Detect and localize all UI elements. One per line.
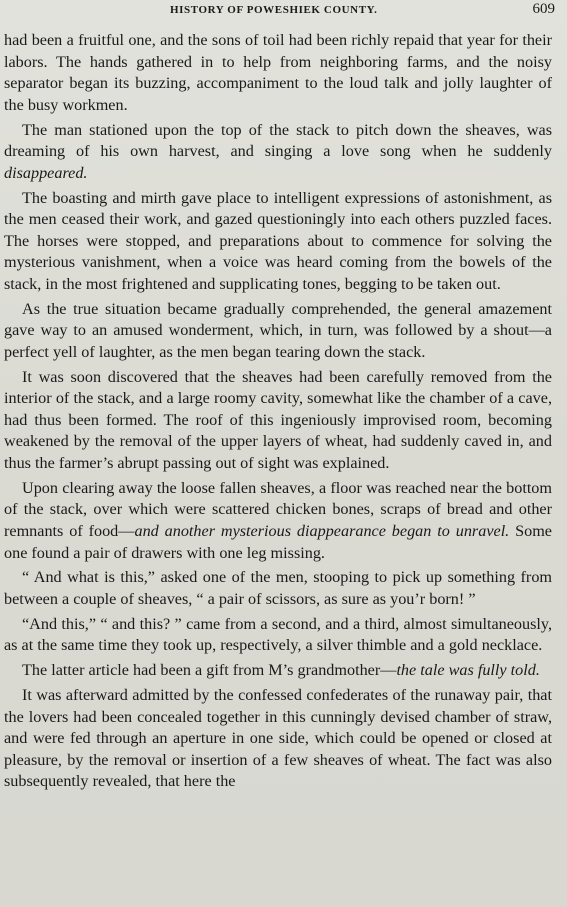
- running-header: [0, 0, 567, 22]
- body-text: [4, 30, 552, 796]
- paragraph: [4, 614, 552, 657]
- text-run: As the true situation became gradually comprehended, the general amazement gave way to an amused wonderment, which, in turn, was followed by a shout—a perfect yell of laughter, as the men began tearing down the stack.: [4, 299, 552, 361]
- page-number: 609: [532, 1, 555, 17]
- running-title: HISTORY OF POWESHIEK COUNTY.: [170, 4, 378, 16]
- paragraph: [4, 30, 552, 116]
- text-run: had been a fruitful one, and the sons of toil had been richly repaid that year for their labors. The hands gathered in to help from neighboring farms, and the noisy separator began its buzzing, accompaniment to the loud talk and jolly laughter of the busy workmen.: [4, 31, 552, 114]
- text-run: “And this,” “ and this? ” came from a second, and a third, almost simultaneously, as at the same time they took up, respectively, a silver thimble and a gold necklace.: [4, 614, 552, 655]
- text-run: “ And what is this,” asked one of the men, stooping to pick up something from between a couple of sheaves, “ a pair of scissors, as sure as you’r born! ”: [4, 568, 552, 608]
- paragraph: [4, 478, 552, 564]
- italic-text: and another mysterious diappearance began to unravel.: [134, 522, 510, 540]
- paragraph: [4, 367, 552, 475]
- text-run: The latter article had been a gift from M’s grandmother—: [22, 661, 397, 680]
- paragraph: [4, 299, 552, 364]
- italic-text: disappeared.: [4, 163, 88, 182]
- text-run: The man stationed upon the top of the stack to pitch down the sheaves, was dreaming of his own harvest, and singing a love song when he suddenly: [4, 120, 552, 161]
- paragraph: [4, 660, 552, 682]
- text-run: It was soon discovered that the sheaves had been carefully removed from the interior of the stack, and a large roomy cavity, somewhat like the chamber of a cave, had thus been formed. The roof of this ingeniously improvised room, becoming weakened by the removal of the upper layers of wheat, had suddenly caved in, and thus the farmer’s abrupt passing out of sight was explained.: [4, 367, 552, 473]
- text-run: Upon clearing away the loose fallen sheaves, a floor was reached near the bottom of the stack, over which were scattered chicken bones, scraps of bread and other remnants of food—: [4, 478, 552, 540]
- paragraph: [4, 188, 552, 296]
- text-run: The boasting and mirth gave place to intelligent expressions of astonishment, as the men ceased their work, and gazed questioningly into each others puzzled faces. The horses were stopped, and preparations about to commence for solving the mysterious vanishment, when a voice was heard coming from the bowels of the stack, in the most frightened and supplicating tones, begging to be taken out.: [4, 188, 552, 293]
- paragraph: [4, 120, 552, 185]
- text-run: Some one found a pair of drawers with one leg missing.: [4, 522, 552, 562]
- text-run: It was afterward admitted by the confessed confederates of the runaway pair, that the lovers had been concealed together in this cunningly devised chamber of straw, and were fed through an aperture in one side, which could be opened or closed at pleasure, by the removal or insertion of a few sheaves of wheat. The fact was also subsequently revealed, that here the: [4, 685, 552, 791]
- paragraph: [4, 567, 552, 610]
- paragraph: [4, 685, 552, 793]
- italic-text: the tale was fully told.: [396, 661, 540, 680]
